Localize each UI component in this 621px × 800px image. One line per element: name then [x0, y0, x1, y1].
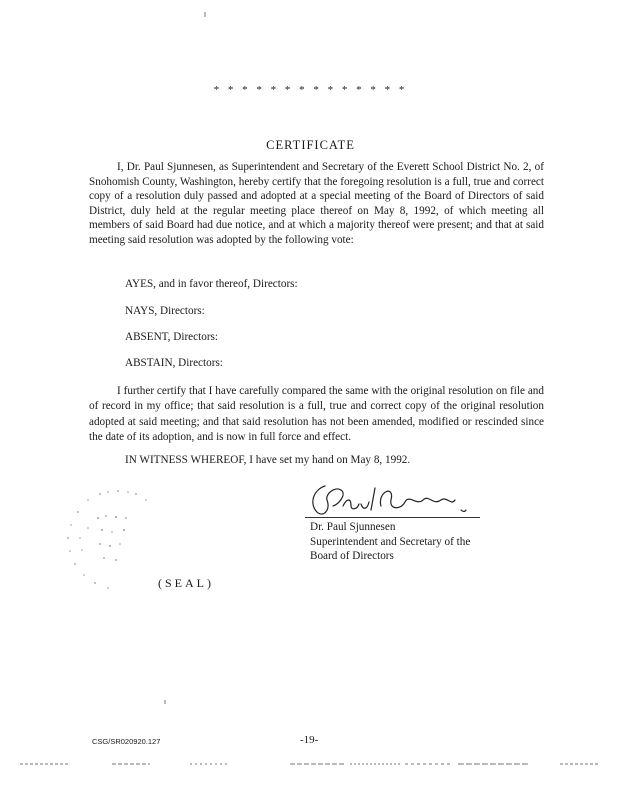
- certificate-title: CERTIFICATE: [266, 138, 355, 152]
- signatory-title-line1: Superintendent and Secretary of the: [310, 535, 471, 548]
- vote-ayes: AYES, and in favor thereof, Directors:: [125, 278, 298, 290]
- certificate-intro-paragraph: I, Dr. Paul Sjunnesen, as Superintendent and Secretary of the Everett School District No. 2, of Snohomish County, Washington, hereby certify that the foregoing resolution is a full, true and correct copy of a resolution duly passed and adopted at a special meeting of the Board of Directors of said District, duly held at the regular meeting place thereof on May 8, 1992, of which meeting all members of said Board had due notice, and at which a majority thereof were present; and that at said meeting said resolution was adopted by the following vote:: [89, 161, 544, 246]
- seal-label: (SEAL): [158, 576, 214, 590]
- handwritten-signature-icon: [305, 480, 485, 522]
- witness-statement: IN WITNESS WHEREOF, I have set my hand on May 8, 1992.: [125, 454, 411, 466]
- signatory-block: [310, 520, 470, 564]
- vote-nays: NAYS, Directors:: [125, 305, 205, 317]
- signatory-name: Dr. Paul Sjunnesen: [310, 521, 396, 533]
- document-code: CSG/SR020920.127: [92, 737, 161, 746]
- signature-line: [305, 517, 480, 518]
- vote-abstain: ABSTAIN, Directors:: [125, 357, 223, 369]
- separator-stars: * * * * * * * * * * * * * *: [213, 84, 408, 96]
- vote-absent: ABSENT, Directors:: [125, 331, 219, 343]
- signatory-title-line2: Board of Directors: [310, 550, 394, 562]
- page-number: -19-: [300, 734, 319, 746]
- further-certify-paragraph: I further certify that I have carefully compared the same with the original resolution on file and of record in my office; that said resolution is a full, true and correct copy of the original resolution adopted at said meeting; and that said resolution has not been amended, modified or rescinded since the date of its adoption, and is now in full force and effect.: [89, 385, 544, 444]
